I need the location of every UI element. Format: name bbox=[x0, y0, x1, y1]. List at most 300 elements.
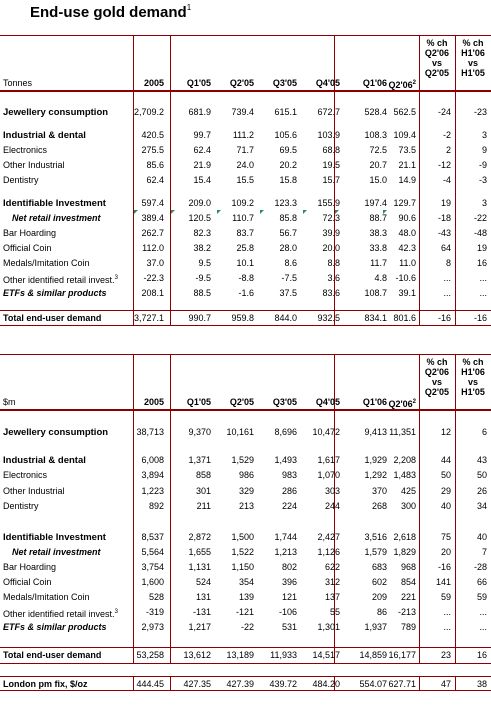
t2-row-value: -131 bbox=[192, 607, 211, 617]
t2-total-value: 11,933 bbox=[270, 650, 297, 660]
t2-total-value: 16,177 bbox=[388, 650, 416, 660]
t1-row-label: Net retail investment bbox=[12, 213, 101, 223]
page-title: End-use gold demand$^1$ bbox=[30, 3, 192, 21]
pct-h1-header-line: % ch bbox=[462, 357, 484, 367]
t1-row-value: 2,709.2 bbox=[133, 107, 164, 117]
t2-row-value: 131 bbox=[195, 592, 211, 602]
t2-row-value: 50 bbox=[476, 470, 487, 480]
t1-row-value: 83.7 bbox=[236, 228, 254, 238]
t1-row-value: ... bbox=[443, 273, 451, 283]
column-note: 2 bbox=[412, 80, 416, 86]
t2-row-value: -121 bbox=[235, 607, 254, 617]
t1-row-value: 111.2 bbox=[232, 130, 254, 140]
pct-q2-header-line: Q2'05 bbox=[424, 387, 450, 397]
t2-row-value: 1,579 bbox=[364, 547, 387, 557]
t2-row-label: Electronics bbox=[3, 470, 48, 480]
t1-column-header: Q1'06 bbox=[362, 78, 387, 88]
t2-row-value: 1,600 bbox=[141, 577, 164, 587]
t1-row-value: ... bbox=[443, 288, 451, 298]
t2-column-header: $Q2'06^2$ bbox=[388, 399, 416, 409]
t2-row-value: 1,829 bbox=[393, 547, 416, 557]
t1-row-value: 681.9 bbox=[188, 107, 211, 117]
t1-row-value: -23 bbox=[473, 107, 487, 117]
t1-row-value: 10.1 bbox=[236, 258, 254, 268]
t2-row-value: 10,472 bbox=[312, 427, 340, 437]
t2-row-value: 531 bbox=[281, 622, 297, 632]
t2-row-value: 141 bbox=[435, 577, 451, 587]
t2-row-value: 137 bbox=[324, 592, 340, 602]
t2-row-value: 209 bbox=[371, 592, 387, 602]
t2-column-header: 2005 bbox=[143, 397, 164, 407]
t1-row-value: 3 bbox=[481, 130, 487, 140]
price-value: 427.35 bbox=[183, 679, 211, 689]
t1-column-header: 2005 bbox=[143, 78, 164, 88]
t2-row-value: 3,894 bbox=[141, 470, 164, 480]
t1-row-value: 19 bbox=[476, 243, 487, 253]
t2-row-value: 1,131 bbox=[188, 562, 211, 572]
t1-total-rule bbox=[0, 310, 491, 311]
row-note: 3 bbox=[114, 275, 118, 281]
t1-column-header: Q3'05 bbox=[272, 78, 297, 88]
t2-pct-q2-header bbox=[419, 357, 455, 397]
t1-total-value: 959.8 bbox=[231, 313, 254, 323]
t1-row-value: 39.1 bbox=[398, 288, 416, 298]
column-note: 2 bbox=[412, 399, 416, 405]
t1-row-value: 28.0 bbox=[279, 243, 297, 253]
t1-total-value: 844.0 bbox=[274, 313, 297, 323]
t1-row-label: ETFs & similar products bbox=[3, 288, 107, 298]
t2-row-value: -22 bbox=[240, 622, 254, 632]
t2-row-value: 10,161 bbox=[226, 427, 254, 437]
t2-row-value: 139 bbox=[238, 592, 254, 602]
t1-row-value: 208.1 bbox=[141, 288, 164, 298]
t1-row-value: 105.6 bbox=[274, 130, 297, 140]
t1-row-value: 3 bbox=[481, 198, 487, 208]
t2-row-label: Official Coin bbox=[3, 577, 52, 587]
t2-row-value: -28 bbox=[473, 562, 487, 572]
t2-row-value: 892 bbox=[148, 501, 164, 511]
t2-row-value: -16 bbox=[437, 562, 451, 572]
t1-row-value: 15.5 bbox=[236, 175, 254, 185]
t2-row-value: 12 bbox=[440, 427, 451, 437]
t1-row-value: 72.5 bbox=[369, 145, 387, 155]
t1-column-header: Q1'05 bbox=[186, 78, 211, 88]
t2-row-value: 354 bbox=[238, 577, 254, 587]
t2-row-value: 858 bbox=[195, 470, 211, 480]
t2-row-value: 43 bbox=[476, 455, 487, 465]
t1-row-value: 90.6 bbox=[398, 213, 416, 223]
t1-row-value: 16 bbox=[476, 258, 487, 268]
t1-row-value: 37.5 bbox=[279, 288, 297, 298]
t2-row-value: 968 bbox=[400, 562, 416, 572]
price-value: 444.45 bbox=[136, 679, 164, 689]
t2-row-value: 121 bbox=[281, 592, 297, 602]
t2-top-rule bbox=[0, 354, 491, 355]
t2-unit-label: $m bbox=[3, 397, 16, 407]
t2-row-value: 1,493 bbox=[274, 455, 297, 465]
t1-row-value: 24.0 bbox=[236, 160, 254, 170]
t2-row-label: Other identified retail invest.$^3$ bbox=[3, 609, 118, 619]
t2-row-value: 40 bbox=[476, 532, 487, 542]
t1-row-value: -22 bbox=[473, 213, 487, 223]
t2-column-header: Q2'05 bbox=[229, 397, 254, 407]
t1-row-value: 15.8 bbox=[279, 175, 297, 185]
t2-column-header: Q1'05 bbox=[186, 397, 211, 407]
t1-row-value: -3 bbox=[478, 175, 487, 185]
t2-row-value: 6,008 bbox=[141, 455, 164, 465]
t1-row-value: 69.5 bbox=[279, 145, 297, 155]
t1-row-label: Dentistry bbox=[3, 175, 39, 185]
t2-row-value: 425 bbox=[400, 486, 416, 496]
comment-marker bbox=[335, 210, 339, 214]
t1-total-label: Total end-user demand bbox=[3, 313, 102, 323]
t2-row-value: 1,292 bbox=[364, 470, 387, 480]
t1-total-value: -16 bbox=[473, 313, 487, 323]
t2-row-value: 40 bbox=[440, 501, 451, 511]
t1-row-value: 39.9 bbox=[322, 228, 340, 238]
t2-row-label: Net retail investment bbox=[12, 547, 101, 557]
t1-row-value: -18 bbox=[437, 213, 451, 223]
t1-row-value: 73.5 bbox=[398, 145, 416, 155]
price-label: London pm fix, $/oz bbox=[3, 679, 88, 689]
t2-row-value: 50 bbox=[440, 470, 451, 480]
t2-row-value: 7 bbox=[481, 547, 487, 557]
t1-row-value: 64 bbox=[440, 243, 451, 253]
t1-column-header: Q2'05 bbox=[229, 78, 254, 88]
t1-row-label: Jewellery consumption bbox=[3, 107, 109, 118]
t1-row-value: 19.5 bbox=[322, 160, 340, 170]
t1-header-rule bbox=[0, 90, 491, 92]
pct-h1-header-line: % ch bbox=[462, 38, 484, 48]
t1-row-value: 15.0 bbox=[369, 175, 387, 185]
t2-total-value: 14,517 bbox=[312, 650, 340, 660]
t1-total-value: 990.7 bbox=[188, 313, 211, 323]
t1-row-value: ... bbox=[479, 288, 487, 298]
t1-row-value: 197.4 bbox=[364, 198, 387, 208]
price-value: 627.71 bbox=[388, 679, 416, 689]
t1-row-value: 110.7 bbox=[232, 213, 254, 223]
t2-row-value: 2,208 bbox=[393, 455, 416, 465]
t1-row-value: 88.5 bbox=[193, 288, 211, 298]
t1-column-header: Q4'05 bbox=[315, 78, 340, 88]
t2-row-value: 329 bbox=[238, 486, 254, 496]
t1-row-value: 20.2 bbox=[279, 160, 297, 170]
t2-row-value: 75 bbox=[440, 532, 451, 542]
t2-row-value: 59 bbox=[476, 592, 487, 602]
t2-row-value: 1,617 bbox=[317, 455, 340, 465]
comment-marker bbox=[217, 210, 221, 214]
pct-q2-header-line: vs bbox=[431, 58, 442, 68]
t1-row-value: 99.7 bbox=[193, 130, 211, 140]
t1-row-value: 739.4 bbox=[231, 107, 254, 117]
t2-row-value: 1,500 bbox=[231, 532, 254, 542]
t2-row-value: 2,427 bbox=[317, 532, 340, 542]
t1-row-value: 48.0 bbox=[398, 228, 416, 238]
t2-row-value: 1,522 bbox=[231, 547, 254, 557]
pct-h1-header-line: vs bbox=[467, 58, 478, 68]
t2-row-value: 301 bbox=[195, 486, 211, 496]
t2-row-value: 986 bbox=[238, 470, 254, 480]
t1-row-value: 2 bbox=[445, 145, 451, 155]
t1-row-value: 123.3 bbox=[274, 198, 297, 208]
t2-row-value: 528 bbox=[148, 592, 164, 602]
price-value: 38 bbox=[476, 679, 487, 689]
t2-row-label: Medals/Imitation Coin bbox=[3, 592, 90, 602]
t1-row-value: 15.7 bbox=[322, 175, 340, 185]
t2-row-value: ... bbox=[479, 622, 487, 632]
t2-row-value: 20 bbox=[440, 547, 451, 557]
t2-row-label: Dentistry bbox=[3, 501, 39, 511]
t1-row-value: 129.7 bbox=[393, 198, 416, 208]
price-top-rule bbox=[0, 676, 491, 677]
t1-pct-q2-header bbox=[419, 38, 455, 78]
t1-row-value: -7.5 bbox=[281, 273, 297, 283]
t1-row-value: 528.4 bbox=[364, 107, 387, 117]
t1-row-value: -9 bbox=[478, 160, 487, 170]
t2-row-value: -319 bbox=[145, 607, 164, 617]
t2-total-label: Total end-user demand bbox=[3, 650, 102, 660]
price-value: 439.72 bbox=[269, 679, 297, 689]
t2-row-value: 1,655 bbox=[188, 547, 211, 557]
t2-column-header: Q4'05 bbox=[315, 397, 340, 407]
t2-row-value: 2,872 bbox=[188, 532, 211, 542]
t1-row-value: 4.8 bbox=[374, 273, 387, 283]
t2-bottom-rule bbox=[0, 663, 491, 664]
t1-row-value: 389.4 bbox=[141, 213, 164, 223]
t1-row-value: 109.4 bbox=[393, 130, 416, 140]
t2-row-value: 9,413 bbox=[364, 427, 387, 437]
t2-row-value: 1,126 bbox=[317, 547, 340, 557]
t1-row-label: Other Industrial bbox=[3, 160, 65, 170]
t1-row-value: 8 bbox=[445, 258, 451, 268]
pct-q2-header-line: vs bbox=[431, 377, 442, 387]
t1-row-value: 155.9 bbox=[317, 198, 340, 208]
t1-row-value: 262.7 bbox=[141, 228, 164, 238]
t1-row-value: -1.6 bbox=[238, 288, 254, 298]
t2-row-value: 854 bbox=[400, 577, 416, 587]
t2-row-value: 29 bbox=[440, 486, 451, 496]
t1-total-value: 834.1 bbox=[364, 313, 387, 323]
t2-row-value: 286 bbox=[281, 486, 297, 496]
t1-row-value: 83.6 bbox=[322, 288, 340, 298]
t1-total-value: -16 bbox=[437, 313, 451, 323]
t2-row-value: 303 bbox=[324, 486, 340, 496]
t2-row-value: 26 bbox=[476, 486, 487, 496]
t2-row-value: 59 bbox=[440, 592, 451, 602]
t1-row-value: 37.0 bbox=[146, 258, 164, 268]
t1-row-value: 672.7 bbox=[317, 107, 340, 117]
price-value: 484.20 bbox=[312, 679, 340, 689]
t1-row-value: 209.0 bbox=[188, 198, 211, 208]
t1-row-value: 33.8 bbox=[369, 243, 387, 253]
t2-row-label: Identifiable Investment bbox=[3, 532, 106, 543]
t2-row-value: 802 bbox=[281, 562, 297, 572]
t1-row-value: -48 bbox=[473, 228, 487, 238]
t2-row-label: ETFs & similar products bbox=[3, 622, 107, 632]
t1-row-value: 9 bbox=[481, 145, 487, 155]
t1-row-value: -43 bbox=[437, 228, 451, 238]
t1-total-value: 3,727.1 bbox=[133, 313, 164, 323]
t1-row-value: 112.0 bbox=[142, 243, 164, 253]
t1-row-value: 108.3 bbox=[364, 130, 387, 140]
t2-column-header: Q3'05 bbox=[272, 397, 297, 407]
t2-row-value: -106 bbox=[278, 607, 297, 617]
comment-marker bbox=[171, 210, 175, 214]
t1-row-value: ... bbox=[479, 273, 487, 283]
t2-row-value: 6 bbox=[481, 427, 487, 437]
t1-top-rule bbox=[0, 35, 491, 36]
t2-row-value: 213 bbox=[238, 501, 254, 511]
t1-row-value: -9.5 bbox=[195, 273, 211, 283]
t2-row-value: 1,371 bbox=[188, 455, 211, 465]
t1-row-value: 38.3 bbox=[369, 228, 387, 238]
t1-row-value: 11.0 bbox=[399, 258, 416, 268]
t2-row-value: 1,529 bbox=[231, 455, 254, 465]
pct-q2-header-line: Q2'06 bbox=[424, 367, 450, 377]
t2-total-value: 16 bbox=[476, 650, 487, 660]
t2-row-value: 8,537 bbox=[141, 532, 164, 542]
t2-row-value: 244 bbox=[324, 501, 340, 511]
t2-row-value: 66 bbox=[476, 577, 487, 587]
pct-h1-header-line: H1'06 bbox=[461, 48, 485, 58]
t1-row-label: Electronics bbox=[3, 145, 48, 155]
t2-row-value: 1,937 bbox=[364, 622, 387, 632]
pct-q2-header-line: Q2'06 bbox=[424, 48, 450, 58]
t1-row-value: 19 bbox=[440, 198, 451, 208]
t2-row-label: Other Industrial bbox=[3, 486, 65, 496]
t2-row-value: 2,973 bbox=[141, 622, 164, 632]
t2-row-value: 1,744 bbox=[274, 532, 297, 542]
t2-row-value: 224 bbox=[281, 501, 297, 511]
t1-row-value: 20.7 bbox=[369, 160, 387, 170]
t1-row-value: 120.5 bbox=[188, 213, 211, 223]
pct-h1-header-line: H1'06 bbox=[461, 367, 485, 377]
t2-row-label: Jewellery consumption bbox=[3, 427, 109, 438]
t1-row-value: 62.4 bbox=[193, 145, 211, 155]
t2-row-value: 38,713 bbox=[136, 427, 164, 437]
t2-row-value: -213 bbox=[397, 607, 416, 617]
t1-pct-h1-header bbox=[455, 38, 491, 78]
price-value: 47 bbox=[440, 679, 451, 689]
t2-row-value: 1,150 bbox=[231, 562, 254, 572]
t1-bottom-rule bbox=[0, 325, 491, 326]
t2-row-value: 9,370 bbox=[188, 427, 211, 437]
pct-q2-header-line: Q2'05 bbox=[424, 68, 450, 78]
t1-row-value: 21.9 bbox=[193, 160, 211, 170]
t2-row-label: Industrial & dental bbox=[3, 455, 86, 466]
t1-row-value: 103.9 bbox=[317, 130, 340, 140]
t1-column-header: $Q2'06^2$ bbox=[388, 80, 416, 90]
t1-row-value: 82.3 bbox=[193, 228, 211, 238]
t2-row-value: 1,223 bbox=[141, 486, 164, 496]
t2-row-value: 300 bbox=[400, 501, 416, 511]
t1-row-value: 562.5 bbox=[393, 107, 416, 117]
pct-h1-header-line: H1'05 bbox=[461, 68, 485, 78]
t1-row-value: 21.1 bbox=[398, 160, 416, 170]
t1-row-value: 85.8 bbox=[279, 213, 297, 223]
pct-h1-header-line: H1'05 bbox=[461, 387, 485, 397]
t1-row-value: 15.4 bbox=[193, 175, 211, 185]
t2-row-value: 602 bbox=[371, 577, 387, 587]
t2-row-value: 11,351 bbox=[389, 427, 416, 437]
t2-total-value: 13,612 bbox=[183, 650, 211, 660]
t2-pct-h1-header bbox=[455, 357, 491, 397]
t2-row-value: 312 bbox=[324, 577, 340, 587]
t1-row-value: 62.4 bbox=[146, 175, 164, 185]
t1-row-label: Bar Hoarding bbox=[3, 228, 57, 238]
t1-row-value: 72.3 bbox=[322, 213, 340, 223]
t2-total-value: 14,859 bbox=[359, 650, 387, 660]
t1-row-value: 85.6 bbox=[146, 160, 164, 170]
t1-total-value: 801.6 bbox=[393, 313, 416, 323]
comment-marker bbox=[134, 210, 138, 214]
t1-row-label: Identifiable Investment bbox=[3, 198, 106, 209]
t2-total-value: 53,258 bbox=[136, 650, 164, 660]
t2-row-value: 221 bbox=[400, 592, 416, 602]
t1-row-value: 14.9 bbox=[398, 175, 416, 185]
pct-h1-header-line: vs bbox=[467, 377, 478, 387]
t2-row-value: 55 bbox=[329, 607, 340, 617]
t2-total-value: 13,189 bbox=[226, 650, 254, 660]
t1-row-value: -4 bbox=[442, 175, 451, 185]
t2-row-value: 396 bbox=[281, 577, 297, 587]
price-bottom-rule bbox=[0, 690, 491, 691]
t1-unit-label: Tonnes bbox=[3, 78, 33, 88]
t1-row-value: 3.6 bbox=[327, 273, 340, 283]
t2-row-value: 789 bbox=[400, 622, 416, 632]
t1-row-value: 88.7 bbox=[369, 213, 387, 223]
t1-row-value: 9.5 bbox=[198, 258, 211, 268]
t1-row-value: 8.6 bbox=[284, 258, 297, 268]
t1-row-value: 68.8 bbox=[322, 145, 340, 155]
t1-row-value: 42.3 bbox=[398, 243, 416, 253]
t1-row-value: 56.7 bbox=[279, 228, 297, 238]
t1-row-value: 108.7 bbox=[364, 288, 387, 298]
t1-row-value: 71.7 bbox=[236, 145, 254, 155]
t1-total-value: 932.5 bbox=[317, 313, 340, 323]
t1-row-value: 420.5 bbox=[141, 130, 164, 140]
t2-row-value: 1,301 bbox=[317, 622, 340, 632]
t2-row-value: 370 bbox=[371, 486, 387, 496]
t2-row-value: 5,564 bbox=[141, 547, 164, 557]
t1-row-value: 615.1 bbox=[274, 107, 297, 117]
t2-row-value: ... bbox=[443, 622, 451, 632]
price-value: 427.39 bbox=[226, 679, 254, 689]
pct-q2-header-line: % ch bbox=[426, 38, 448, 48]
comment-marker bbox=[260, 210, 264, 214]
t1-row-label: Other identified retail invest.$^3$ bbox=[3, 275, 118, 285]
t2-row-value: ... bbox=[443, 607, 451, 617]
t2-row-value: 983 bbox=[281, 470, 297, 480]
comment-marker bbox=[303, 210, 307, 214]
t2-column-header: Q1'06 bbox=[362, 397, 387, 407]
t2-row-value: 3,754 bbox=[141, 562, 164, 572]
t1-row-value: -2 bbox=[442, 130, 451, 140]
t2-row-value: 8,696 bbox=[274, 427, 297, 437]
t2-row-value: 1,483 bbox=[393, 470, 416, 480]
t1-row-value: 597.4 bbox=[141, 198, 164, 208]
t2-row-value: 622 bbox=[324, 562, 340, 572]
t1-row-value: 8.8 bbox=[327, 258, 340, 268]
t1-row-value: 38.2 bbox=[193, 243, 211, 253]
t2-row-value: 34 bbox=[476, 501, 487, 511]
t1-row-value: -22.3 bbox=[143, 273, 164, 283]
comment-marker bbox=[383, 210, 387, 214]
t1-row-label: Official Coin bbox=[3, 243, 52, 253]
t1-row-label: Medals/Imitation Coin bbox=[3, 258, 90, 268]
t2-row-value: 268 bbox=[371, 501, 387, 511]
t1-row-label: Industrial & dental bbox=[3, 130, 86, 141]
